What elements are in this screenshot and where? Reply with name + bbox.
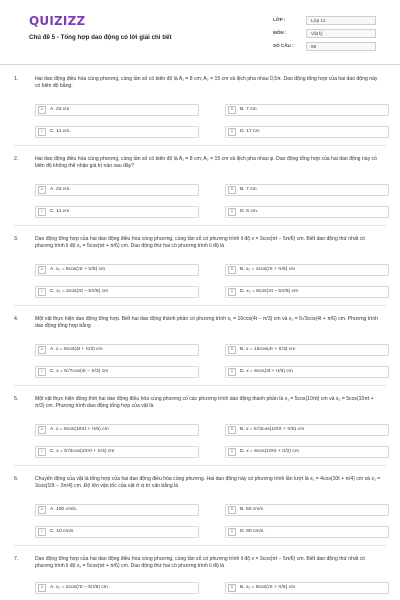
question-item <box>14 556 386 590</box>
option-letter: C <box>38 128 46 136</box>
option-letter: C <box>38 288 46 296</box>
option-b[interactable] <box>225 264 389 276</box>
option-a[interactable] <box>35 344 199 356</box>
option-text: A. x₂ = 2cos(πt − 5π/6) cm <box>50 584 108 590</box>
option-a[interactable] <box>35 582 199 594</box>
option-text: B. 7 cm <box>240 106 257 112</box>
option-text: A. 100 cm/s. <box>50 506 78 512</box>
question-text: Chuyển động của vật là tổng hợp của hai dao động điều hòa cùng phương. Hai dao động này có phương trình lần lượt là x₁ = 4cos(10t + π/4) cm và x₂ = 3cos(10t − 3π/4) cm. Độ lớn vận tốc của vật ở vị trí cân bằng là <box>35 476 381 489</box>
question-text: Dao động tổng hợp của hai dao động điều hòa cùng phương, cùng tần số có phương trình li độ x = 3cos(πt − 5π/6) cm. Biết dao động thứ nhất có phương trình li độ x₁ = 5cos(πt + π/6) cm. Dao động thứ hai có phương trình li độ là <box>35 556 366 569</box>
option-letter: C <box>38 448 46 456</box>
option-letter: D <box>228 448 236 456</box>
option-d[interactable] <box>225 526 389 538</box>
option-d[interactable] <box>225 446 389 458</box>
option-text: B. 50 cm/s <box>240 506 264 512</box>
option-a[interactable] <box>35 264 199 276</box>
question-text: Một vật thực hiện đồng thời hai dao động điều hòa cùng phương có các phương trình dao động thành phần là x₁ = 5cos(10πt) cm và x₂ = 5cos(10πt + π/3) cm. Phương trình dao động tổng hợp của vật là <box>35 396 374 409</box>
option-text: D. x = 5cos(4t + π/6) cm <box>240 368 293 374</box>
option-text: D. x₂ = 8cos(πt − 5π/6) cm <box>240 288 299 294</box>
header-divider <box>0 64 400 65</box>
option-letter: C <box>38 368 46 376</box>
option-text: B. 7 cm <box>240 186 257 192</box>
option-c[interactable] <box>35 126 199 138</box>
option-b[interactable] <box>225 582 389 594</box>
question-number: 2. <box>14 156 19 162</box>
option-a[interactable] <box>35 104 199 116</box>
option-text: C. x₂ = 2cos(πt − 5π/6) cm <box>50 288 109 294</box>
option-letter: B <box>228 346 236 354</box>
option-b[interactable] <box>225 424 389 436</box>
question-number: 4. <box>14 316 19 322</box>
question-text: Một vật thực hiện dao động tổng hợp. Biết hai dao động thành phần có phương trình x₁ = 10cos(4t − π/3) cm và x₂ = 5√3cos(4t + π/6) cm. Phương trình dao động tổng hợp bằng <box>35 316 378 329</box>
meta-row-count <box>273 40 376 53</box>
option-d[interactable] <box>225 206 389 218</box>
question-divider <box>14 465 386 466</box>
option-letter: D <box>228 528 236 536</box>
option-c[interactable] <box>35 286 199 298</box>
option-text: B. x₂ = 8cos(πt + π/6) cm <box>240 584 296 590</box>
option-d[interactable] <box>225 286 389 298</box>
option-text: D. 80 cm/s. <box>240 528 265 534</box>
option-letter: C <box>38 528 46 536</box>
question-number: 3. <box>14 236 19 242</box>
question-divider <box>14 385 386 386</box>
option-a[interactable] <box>35 504 199 516</box>
option-text: B. x₂ = 2cos(πt + π/6) cm <box>240 266 296 272</box>
meta-value: 69 <box>306 42 376 51</box>
option-text: D. 6 cm. <box>240 208 259 214</box>
option-d[interactable] <box>225 366 389 378</box>
option-b[interactable] <box>225 104 389 116</box>
option-text: A. 23 cm. <box>50 186 71 192</box>
worksheet-header <box>14 0 386 62</box>
option-text: C. x = 5√3cos(10πt + π/4) cm <box>50 448 115 454</box>
question-number: 7. <box>14 556 19 562</box>
option-letter: B <box>228 266 236 274</box>
question-item <box>14 396 386 454</box>
question-item <box>14 156 386 214</box>
option-letter: A <box>38 186 46 194</box>
meta-value: Vật lý <box>306 29 376 38</box>
option-letter: C <box>38 208 46 216</box>
question-item <box>14 236 386 294</box>
question-item <box>14 476 386 534</box>
option-text: A. 23 cm <box>50 106 70 112</box>
question-text: Hai dao động điều hòa cùng phương, cùng tần số có biên độ là A₁ = 8 cm; A₂ = 15 cm và lệch pha nhau 0,5π. Dao động tổng hợp của hai dao động này có biên độ bằng: <box>35 76 378 89</box>
option-text: C. 10 cm/s <box>50 528 74 534</box>
question-divider <box>14 305 386 306</box>
option-letter: B <box>228 186 236 194</box>
option-letter: D <box>228 128 236 136</box>
option-text: B. x = 15cos(4t + π/3) cm <box>240 346 296 352</box>
option-text: C. x = 5√7cos(4t − π/3) cm <box>50 368 109 374</box>
option-b[interactable] <box>225 504 389 516</box>
page-title: Chủ đề 5 - Tổng hợp dao động có lời giải chi tiết <box>29 34 172 41</box>
option-text: D. x = 5cos(10πt + π/2) cm <box>240 448 299 454</box>
option-letter: D <box>228 288 236 296</box>
option-text: D. 17 cm <box>240 128 260 134</box>
question-divider <box>14 545 386 546</box>
option-d[interactable] <box>225 126 389 138</box>
meta-key: SỐ CÂU : <box>273 43 294 49</box>
question-number: 1. <box>14 76 19 82</box>
option-letter: A <box>38 346 46 354</box>
meta-value: Lớp 12 <box>306 16 376 25</box>
option-letter: D <box>228 208 236 216</box>
option-letter: B <box>228 506 236 514</box>
option-letter: B <box>228 584 236 592</box>
meta-row-class <box>273 14 376 27</box>
option-letter: A <box>38 266 46 274</box>
question-text: Hai dao động điều hòa cùng phương, cùng tần số có biên độ là A₁ = 8 cm; A₂ = 15 cm và lệch pha nhau φ. Dao động tổng hợp của hai dao động này có biên độ không thể nhận giá trị nào sau đây? <box>35 156 377 169</box>
question-text: Dao động tổng hợp của hai dao động điều hòa cùng phương, cùng tần số có phương trình li độ x = 3cos(πt − 5π/6) cm. Biết dao động thứ nhất có phương trình li độ x₁ = 5cos(πt + π/6) cm. Dao động thứ hai có phương trình li độ là <box>35 236 366 249</box>
meta-panel <box>273 14 376 53</box>
option-text: C. 11 cm <box>50 208 70 214</box>
option-c[interactable] <box>35 446 199 458</box>
question-divider <box>14 225 386 226</box>
meta-key: MÔN : <box>273 30 287 36</box>
option-text: A. x₂ = 8cos(πt + π/6) cm <box>50 266 106 272</box>
question-item <box>14 76 386 134</box>
option-letter: A <box>38 506 46 514</box>
option-text: A. x = 5cos(4t + π/3) cm <box>50 346 103 352</box>
question-number: 5. <box>14 396 19 402</box>
option-b[interactable] <box>225 344 389 356</box>
option-a[interactable] <box>35 424 199 436</box>
meta-row-subject <box>273 27 376 40</box>
option-letter: D <box>228 368 236 376</box>
option-b[interactable] <box>225 184 389 196</box>
question-item <box>14 316 386 374</box>
option-letter: B <box>228 106 236 114</box>
question-divider <box>14 145 386 146</box>
question-number: 6. <box>14 476 19 482</box>
option-c[interactable] <box>35 526 199 538</box>
option-text: C. 11 cm. <box>50 128 71 134</box>
meta-key: LỚP : <box>273 17 286 23</box>
option-letter: A <box>38 584 46 592</box>
option-a[interactable] <box>35 184 199 196</box>
option-letter: A <box>38 106 46 114</box>
option-c[interactable] <box>35 366 199 378</box>
option-c[interactable] <box>35 206 199 218</box>
option-text: B. x = 5√3cos(10πt + π/6) cm <box>240 426 305 432</box>
option-letter: B <box>228 426 236 434</box>
quizizz-logo[interactable]: QUIZIZZ <box>29 14 86 28</box>
option-text: A. x = 5cos(10πt + π/6) cm <box>50 426 109 432</box>
option-letter: A <box>38 426 46 434</box>
